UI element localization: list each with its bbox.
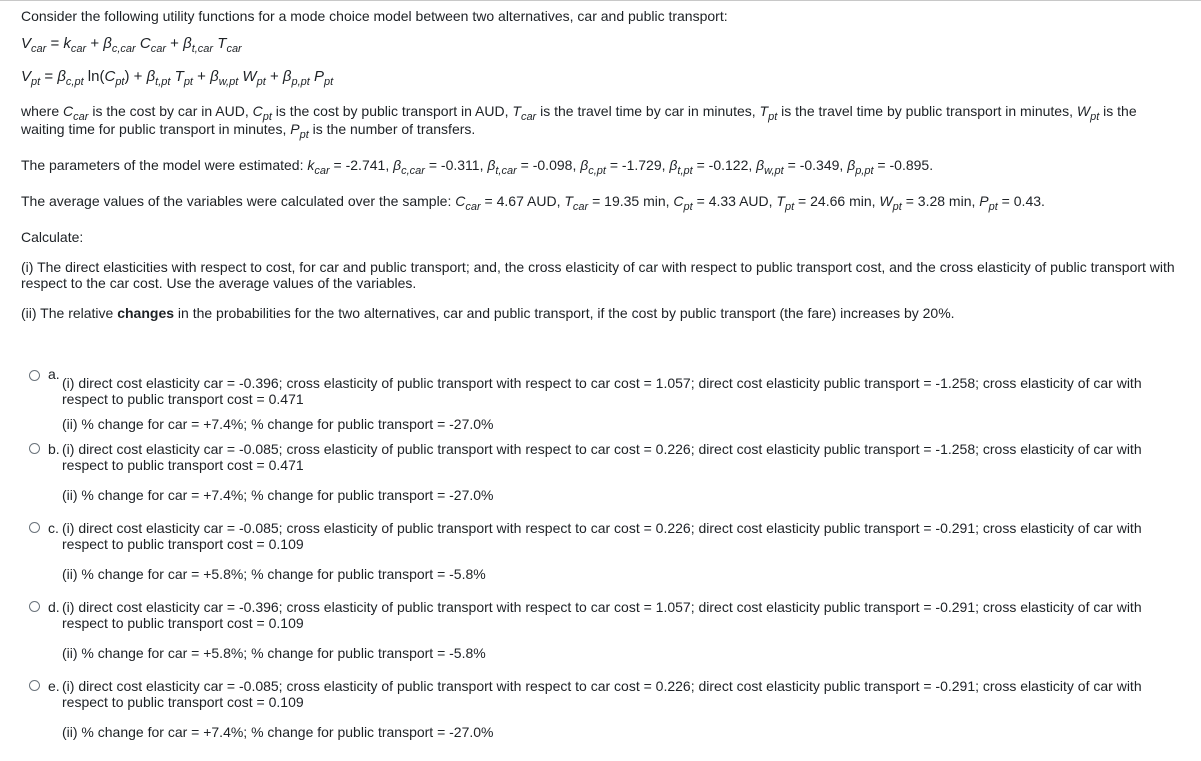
option-a-part-i: (i) direct cost elasticity car = -0.396; cross elasticity of public transport with respect to car cost = 1.057; direct cost elasticity public transport = -1.258; cross elasticity of car with respect to public transport cost = 0.471 xyxy=(62,375,1142,407)
option-letter-c: c. xyxy=(48,520,59,536)
utility-pt-equation: $V_{pt} = \beta_{c,pt}$ $\ln(C_{pt}) + \beta_{t,pt}$ $T_{pt} + \beta_{w,pt}$ $W_{pt} + \beta_{p,pt}$ $P_{pt}$ xyxy=(21,68,334,88)
option-b-part-i: (i) direct cost elasticity car = -0.085; cross elasticity of public transport with respect to car cost = 0.226; direct cost elasticity public transport = -1.258; cross elasticity of car with respect to public transport cost = 0.471 xyxy=(62,441,1142,473)
option-d-part-ii: (ii) % change for car = +5.8%; % change for public transport = -5.8% xyxy=(62,645,486,661)
option-letter-a: a. xyxy=(48,366,60,382)
option-letter-b: b. xyxy=(48,441,60,457)
calculate-heading: Calculate: xyxy=(21,229,84,245)
option-c-part-i: (i) direct cost elasticity car = -0.085; cross elasticity of public transport with respect to car cost = 0.226; direct cost elasticity public transport = -0.291; cross elasticity of car with respect to public transport cost = 0.109 xyxy=(62,520,1142,552)
answer-option-b[interactable] xyxy=(29,441,1174,503)
option-b-part-ii: (ii) % change for car = +7.4%; % change for public transport = -27.0% xyxy=(62,487,494,503)
radio-button-d[interactable] xyxy=(29,601,40,612)
part-ii-instructions: (ii) The relative changes in the probabilities for the two alternatives, car and public transport, if the cost by public transport (the fare) increases by 20%. xyxy=(21,305,955,321)
part-i-instructions: (i) The direct elasticities with respect to cost, for car and public transport; and, the cross elasticity of car with respect to public transport cost, and the cross elasticity of public transport with respect to the car cost. Use the average values of the variables. xyxy=(21,259,1175,291)
option-a-part-ii: (ii) % change for car = +7.4%; % change for public transport = -27.0% xyxy=(62,416,494,432)
utility-car-equation: $V_{car} = k_{car} + \beta_{c,car}$ $C_{car} + \beta_{t,car}$ $T_{car}$ xyxy=(21,35,242,55)
option-d-part-i: (i) direct cost elasticity car = -0.396; cross elasticity of public transport with respect to car cost = 1.057; direct cost elasticity public transport = -0.291; cross elasticity of car with respect to public transport cost = 0.109 xyxy=(62,599,1142,631)
variable-definitions: where $C_{car}$ is the cost by car in AUD, $C_{pt}$ is the cost by public transport in AUD, $T_{car}$ is the travel time by car in minutes, $T_{pt}$ is the travel time by public transport in minutes, $W_{pt}$ is the waiting time for public transport in minutes, $P_{pt}$ is the number of transfers. xyxy=(21,103,1137,141)
option-letter-d: d. xyxy=(48,599,60,615)
average-values: The average values of the variables were calculated over the sample: $C_{car} = 4.67$ AUD, $T_{car} = 19.35$ min, $C_{pt} = 4.33$ AUD, $T_{pt} = 24.66$ min, $W_{pt} = 3.28$ min, $P_{pt} = 0.43$. xyxy=(21,193,1045,213)
radio-button-b[interactable] xyxy=(29,443,40,454)
parameter-estimates: The parameters of the model were estimated: $k_{car} = -2.741$, $\beta_{c,car} = -0.311$, $\beta_{t,car} = -0.098$, $\beta_{c,pt} = -1.729$, $\beta_{t,pt} = -0.122$, $\beta_{w,pt} = -0.349$, $\beta_{p,pt} = -0.895$. xyxy=(21,157,934,177)
answer-option-e[interactable] xyxy=(29,678,1174,740)
top-divider xyxy=(0,0,1201,1)
question-intro: Consider the following utility functions for a mode choice model between two alternatives, car and public transport: xyxy=(21,8,728,24)
question-text xyxy=(21,8,1181,321)
option-e-part-i: (i) direct cost elasticity car = -0.085; cross elasticity of public transport with respect to car cost = 0.226; direct cost elasticity public transport = -0.291; cross elasticity of car with respect to public transport cost = 0.109 xyxy=(62,678,1142,710)
radio-button-e[interactable] xyxy=(29,680,40,691)
radio-button-a[interactable] xyxy=(29,370,40,381)
option-c-part-ii: (ii) % change for car = +5.8%; % change for public transport = -5.8% xyxy=(62,566,486,582)
answer-option-a[interactable] xyxy=(29,368,1174,432)
answer-option-d[interactable] xyxy=(29,599,1174,661)
answer-options xyxy=(29,368,1174,740)
option-e-part-ii: (ii) % change for car = +7.4%; % change for public transport = -27.0% xyxy=(62,724,494,740)
radio-button-c[interactable] xyxy=(29,522,40,533)
option-letter-e: e. xyxy=(48,678,60,694)
answer-option-c[interactable] xyxy=(29,520,1174,582)
